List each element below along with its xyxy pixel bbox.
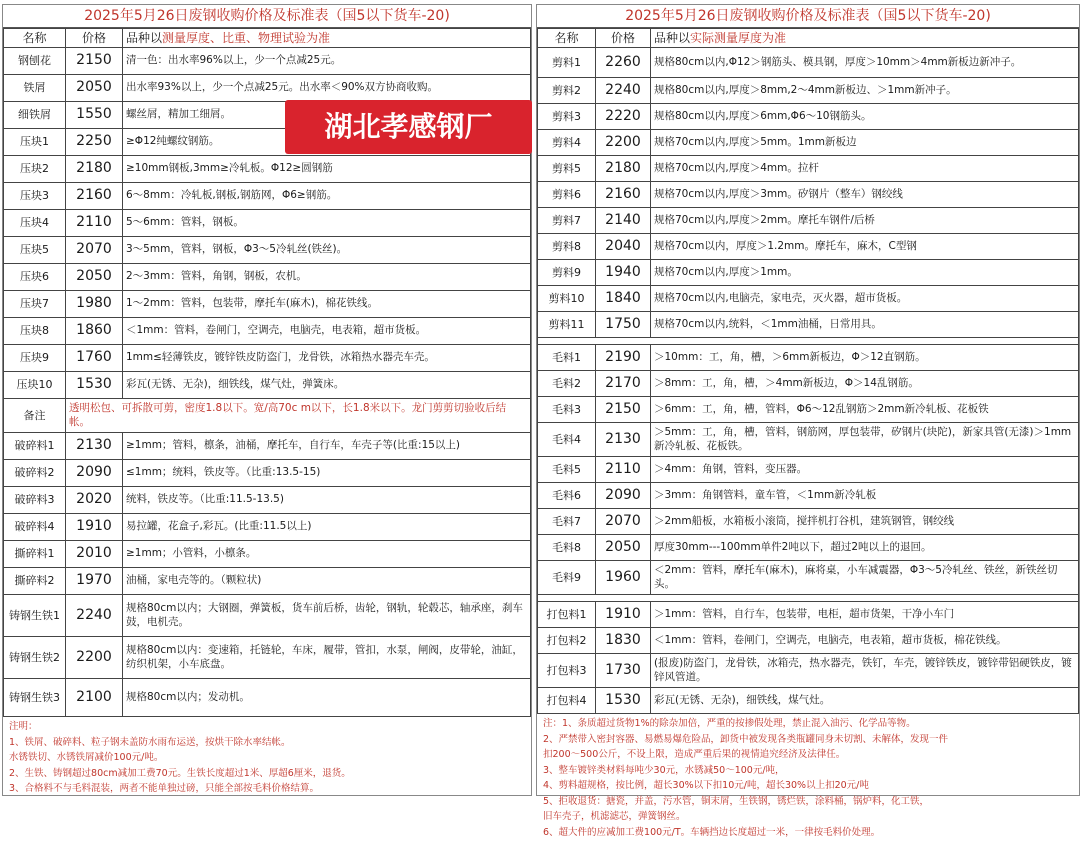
table-row (4, 399, 531, 433)
item-description: ＞5mm：工，角，槽，管料，钢筋网，厚包装带，矽钢片(块陀)，新家具管(无漆)＞1mm新冷轧板、花板铁。 (651, 423, 1079, 457)
table-row (538, 602, 1079, 628)
table-row (538, 182, 1079, 208)
item-name: 剪料3 (538, 104, 596, 130)
item-price: 2220 (596, 104, 651, 130)
footnote-line: 4、剪料超规格，按比例，超长30%以下扣10元/吨，超长30%以上扣20元/吨 (543, 780, 869, 791)
item-price: 2050 (596, 535, 651, 561)
header-desc-standard: 实际测量厚度为准 (690, 30, 787, 45)
item-price: 2200 (66, 637, 123, 679)
item-name: 压块8 (4, 318, 66, 345)
item-description: 6～8mm：冷轧板,钢板,钢筋网，Φ6≥钢筋。 (123, 183, 531, 210)
table-row (538, 423, 1079, 457)
item-description: 规格70cm以内,厚度＞2mm。摩托车钢件/后桥 (651, 208, 1079, 234)
item-name: 打包料4 (538, 688, 596, 714)
table-row (538, 371, 1079, 397)
item-price: 2070 (66, 237, 123, 264)
footnote-line: 5、拒收退货：搪瓷，并盖，污水管，铜末屑，生铁钢，锈烂铁，涂料桶，锅炉料，化工铁， (543, 795, 930, 807)
table-row (538, 457, 1079, 483)
item-name: 剪料1 (538, 48, 596, 78)
item-price: 2100 (66, 679, 123, 717)
sheet-title: 2025年5月26日废钢收购价格及标准表（国5以下货车-20) (3, 5, 531, 28)
item-price: 2260 (596, 48, 651, 78)
table-row (538, 48, 1079, 78)
item-name: 铸钢生铁2 (4, 637, 66, 679)
table-row (538, 483, 1079, 509)
item-name: 毛料3 (538, 397, 596, 423)
item-description: 1mm≤轻薄铁皮，镀锌铁皮防盗门，龙骨铁，冰箱热水器壳车壳。 (123, 345, 531, 372)
watermark-stamp: 湖北孝感钢厂 (285, 100, 532, 154)
table-row (4, 637, 531, 679)
header-description (123, 29, 531, 48)
item-description: 规格80cm以内,厚度＞8mm,2～4mm新板边、＞1mm新冲子。 (651, 78, 1079, 104)
table-row (4, 183, 531, 210)
item-price: 2110 (596, 457, 651, 483)
item-name: 压块1 (4, 129, 66, 156)
item-name: 剪料9 (538, 260, 596, 286)
item-description: ＞1mm：管料，自行车，包装带，电柜，超市货架，干净小车门 (651, 602, 1079, 628)
separator-cell (538, 338, 1079, 345)
item-price: 1840 (596, 286, 651, 312)
item-price: 2240 (66, 595, 123, 637)
item-price: 2160 (596, 182, 651, 208)
table-row (538, 312, 1079, 338)
item-name: 毛料2 (538, 371, 596, 397)
item-price: 1910 (66, 514, 123, 541)
table-row (4, 460, 531, 487)
table-row (4, 433, 531, 460)
item-name: 打包料2 (538, 628, 596, 654)
header-name: 名称 (4, 29, 66, 48)
item-description: 规格80cm以内；发动机。 (123, 679, 531, 717)
item-name: 压块10 (4, 372, 66, 399)
item-price: 2170 (596, 371, 651, 397)
sheet-title: 2025年5月26日废钢收购价格及标准表（国5以下货车-20) (537, 5, 1079, 28)
item-name: 毛料8 (538, 535, 596, 561)
table-row (538, 628, 1079, 654)
item-name: 铸钢生铁3 (4, 679, 66, 717)
item-price: 1730 (596, 654, 651, 688)
item-description: 规格80cm以内,Φ12＞钢筋头、模具钢，厚度＞10mm＞4mm新板边新冲子。 (651, 48, 1079, 78)
item-description: 规格70cm以内,厚度＞4mm。拉杆 (651, 156, 1079, 182)
table-row (538, 397, 1079, 423)
item-price: 2010 (66, 541, 123, 568)
item-name: 压块2 (4, 156, 66, 183)
table-row (4, 595, 531, 637)
item-description: (报废)防盗门，龙骨铁，冰箱壳，热水器壳，铁钉，车壳，镀锌铁皮，镀锌带铝硬铁皮，镀锌风管道。 (651, 654, 1079, 688)
item-description: 规格70cm以内,厚度＞1mm。 (651, 260, 1079, 286)
item-name: 毛料4 (538, 423, 596, 457)
table-row (4, 75, 531, 102)
item-price: 1960 (596, 561, 651, 595)
item-description: 螺丝屑，精加工细屑。 (123, 102, 531, 129)
item-name: 压块3 (4, 183, 66, 210)
table-row (538, 208, 1079, 234)
item-description: 规格70cm以内,厚度＞5mm。1mm新板边 (651, 130, 1079, 156)
table-header-row (538, 29, 1079, 48)
price-table (537, 28, 1079, 714)
item-name: 撕碎料2 (4, 568, 66, 595)
item-description: 规格70cm以内,厚度＞3mm。矽钢片（整车）钢绞线 (651, 182, 1079, 208)
item-name: 压块7 (4, 291, 66, 318)
item-description: 规格80cm以内；大钢圈，弹簧板，货车前后桥，齿轮，钢轨，轮毂芯，轴承座，刹车鼓，电机壳。 (123, 595, 531, 637)
item-name: 压块6 (4, 264, 66, 291)
item-name: 剪料2 (538, 78, 596, 104)
table-row (4, 487, 531, 514)
item-name: 破碎料2 (4, 460, 66, 487)
table-row (538, 286, 1079, 312)
item-name: 铁屑 (4, 75, 66, 102)
item-name: 破碎料4 (4, 514, 66, 541)
item-name: 毛料6 (538, 483, 596, 509)
item-price: 2050 (66, 264, 123, 291)
item-description: 3～5mm，管料，钢板，Φ3～5冷轧丝(铁丝)。 (123, 237, 531, 264)
item-price: 1530 (596, 688, 651, 714)
footnote-line: 2、生铁、铸钢超过80cm减加工费70元。生铁长度超过1米、厚超6厘米，退货。 (9, 767, 351, 779)
item-description: 规格80cm以内,厚度＞6mm,Φ6～10钢筋头。 (651, 104, 1079, 130)
item-name: 毛料5 (538, 457, 596, 483)
item-description: 5～6mm：管料，钢板。 (123, 210, 531, 237)
table-row (4, 679, 531, 717)
price-sheet-right (536, 4, 1080, 838)
item-price: 2070 (596, 509, 651, 535)
item-price: 2110 (66, 210, 123, 237)
item-price: 2050 (66, 75, 123, 102)
table-row (4, 318, 531, 345)
item-description: 统料，铁皮等。（比重:11.5-13.5) (123, 487, 531, 514)
item-name: 压块4 (4, 210, 66, 237)
item-description: ＞4mm：角钢，管料，变压器。 (651, 457, 1079, 483)
table-header-row (4, 29, 531, 48)
header-description (651, 29, 1079, 48)
table-row (4, 48, 531, 75)
item-price: 2090 (596, 483, 651, 509)
item-name: 剪料5 (538, 156, 596, 182)
item-name: 铸钢生铁1 (4, 595, 66, 637)
item-name: 细铁屑 (4, 102, 66, 129)
footnotes (3, 717, 531, 799)
item-name: 剪料6 (538, 182, 596, 208)
item-description: 规格70cm以内,电脑壳，家电壳，灭火器，超市货板。 (651, 286, 1079, 312)
footnote-line: 2、严禁带入密封容器、易燃易爆危险品，卸货中被发现各类瓶罐同身未切割、未解体，发现一件 (543, 733, 949, 745)
table-row (538, 260, 1079, 286)
table-row (4, 541, 531, 568)
section-separator (538, 595, 1079, 602)
item-description: 规格80cm以内：变速箱，托链轮，车床，履带，管扣，水泵，闸阀，皮带轮，油缸，纺织机架，小车底盘。 (123, 637, 531, 679)
item-name: 剪料4 (538, 130, 596, 156)
table-row (538, 654, 1079, 688)
header-desc-prefix: 品种以 (126, 30, 163, 45)
item-description: ＞2mm船板，水箱板小滚筒，搅拌机打谷机，建筑钢管，钢绞线 (651, 509, 1079, 535)
footnote-line: 注：1、条质超过货物1%的除杂加倍，严重的按掺假处理，禁止混入油污、化学品等物。 (543, 718, 916, 729)
item-description: ＞6mm：工，角，槽，管料，Φ6～12乱钢筋＞2mm新冷轧板、花板铁 (651, 397, 1079, 423)
table-row (538, 130, 1079, 156)
footnote-line: 3、合格料不与毛料混装，两者不能单独过磅，只能全部按毛料价格结算。 (9, 783, 320, 794)
item-name: 压块5 (4, 237, 66, 264)
header-desc-standard: 测量厚度、比重、物理试验为准 (162, 30, 331, 45)
separator-cell (538, 595, 1079, 602)
item-price: 2190 (596, 345, 651, 371)
item-name: 毛料7 (538, 509, 596, 535)
item-price: 1940 (596, 260, 651, 286)
header-name: 名称 (538, 29, 596, 48)
item-price: 1830 (596, 628, 651, 654)
section-separator (538, 338, 1079, 345)
item-price: 2150 (596, 397, 651, 423)
item-price: 2020 (66, 487, 123, 514)
table-row (538, 561, 1079, 595)
item-description: 规格70cm以内，厚度＞1.2mm。摩托车，麻木，C型钢 (651, 234, 1079, 260)
footnote-line: 扣200～500公斤，不设上限，造成严重后果的视情追究经济及法律任。 (543, 749, 846, 760)
item-name: 毛料1 (538, 345, 596, 371)
item-price: 2130 (66, 433, 123, 460)
item-description: ≥10mm钢板,3mm≥冷轧板。Φ12≥圆钢筋 (123, 156, 531, 183)
footnote-line: 注明： (9, 721, 38, 732)
table-row (538, 156, 1079, 182)
item-name: 备注 (4, 399, 66, 433)
table-row (538, 535, 1079, 561)
item-description: ＞8mm：工，角，槽，＞4mm新板边，Φ＞14乱钢筋。 (651, 371, 1079, 397)
table-row (4, 156, 531, 183)
item-price: 2150 (66, 48, 123, 75)
table-row (538, 234, 1079, 260)
item-description: 清一色：出水率96%以上，少一个点减25元。 (123, 48, 531, 75)
remark-text: 透明松包、可拆散可剪，密度1.8以下。宽/高70c m以下，长1.8米以下。龙门剪剪切验收后结帐。 (66, 399, 531, 433)
item-price: 1760 (66, 345, 123, 372)
item-price: 2130 (596, 423, 651, 457)
item-name: 剪料11 (538, 312, 596, 338)
item-name: 破碎料1 (4, 433, 66, 460)
item-price: 2240 (596, 78, 651, 104)
footnote-line: 3、整车镀锌类材料每吨少30元，水锈减50～100元/吨， (543, 764, 785, 776)
header-desc-prefix: 品种以 (654, 30, 691, 45)
table-row (4, 372, 531, 399)
table-row (538, 509, 1079, 535)
item-description: 1～2mm：管料，包装带，摩托车(麻木)，棉花铁线。 (123, 291, 531, 318)
item-description: ≥1mm；管料，檩条，油桶，摩托车，自行车，车壳子等(比重:15以上) (123, 433, 531, 460)
item-description: ＞3mm：角钢管料，童车管，＜1mm新冷轧板 (651, 483, 1079, 509)
item-description: 彩瓦(无锈、无杂)，细铁线，煤气灶，弹簧床。 (123, 372, 531, 399)
item-description: 2～3mm：管料，角钢，钢板，农机。 (123, 264, 531, 291)
item-description: 出水率93%以上，少一个点减25元。出水率＜90%双方协商收购。 (123, 75, 531, 102)
item-price: 1530 (66, 372, 123, 399)
item-description: ＜2mm：管料，摩托车(麻木)，麻将桌，小车减震器，Φ3～5冷轧丝、铁丝，新铁丝切头。 (651, 561, 1079, 595)
table-row (4, 345, 531, 372)
footnote-line: 旧车壳子，机滤滤芯，弹簧钢丝。 (543, 811, 686, 822)
item-name: 剪料10 (538, 286, 596, 312)
item-price: 2090 (66, 460, 123, 487)
item-description: ≥Φ12纯螺纹钢筋。 (123, 129, 531, 156)
item-price: 2040 (596, 234, 651, 260)
item-price: 1910 (596, 602, 651, 628)
table-row (538, 688, 1079, 714)
item-price: 1860 (66, 318, 123, 345)
footnote-line: 水锈铁切、水锈铁屑减价100元/吨。 (9, 752, 164, 763)
item-description: ＞10mm：工，角，槽，＞6mm新板边，Φ＞12直钢筋。 (651, 345, 1079, 371)
footnote-line: 6、超大件的应减加工费100元/T。车辆挡边长度超过一米，一律按毛料价处理。 (543, 826, 881, 838)
item-price: 2140 (596, 208, 651, 234)
item-name: 毛料9 (538, 561, 596, 595)
item-description: ＜1mm：管料，卷闸门，空调壳，电脑壳，电表箱，超市货板，棉花铁线。 (651, 628, 1079, 654)
header-price: 价格 (596, 29, 651, 48)
item-description: 易拉罐，花盒子,彩瓦。(比重:11.5以上) (123, 514, 531, 541)
item-price: 2160 (66, 183, 123, 210)
item-price: 2180 (596, 156, 651, 182)
item-name: 剪料7 (538, 208, 596, 234)
footnotes (537, 714, 1079, 842)
item-price: 1750 (596, 312, 651, 338)
item-description: 油桶，家电壳等的。（颗粒状) (123, 568, 531, 595)
table-row (4, 291, 531, 318)
item-name: 撕碎料1 (4, 541, 66, 568)
item-description: ≤1mm；统料，铁皮等。（比重:13.5-15) (123, 460, 531, 487)
header-price: 价格 (66, 29, 123, 48)
item-description: ＜1mm：管料，卷闸门，空调壳，电脑壳，电表箱，超市货板。 (123, 318, 531, 345)
table-row (4, 210, 531, 237)
item-price: 2200 (596, 130, 651, 156)
item-description: 规格70cm以内,统料，＜1mm油桶，日常用具。 (651, 312, 1079, 338)
table-row (538, 78, 1079, 104)
item-price: 1970 (66, 568, 123, 595)
item-name: 打包料3 (538, 654, 596, 688)
item-name: 剪料8 (538, 234, 596, 260)
item-price: 2180 (66, 156, 123, 183)
table-row (538, 345, 1079, 371)
item-price: 1550 (66, 102, 123, 129)
item-description: 厚度30mm---100mm单件2吨以下，超过2吨以上的退回。 (651, 535, 1079, 561)
item-price: 2250 (66, 129, 123, 156)
table-row (4, 568, 531, 595)
item-name: 压块9 (4, 345, 66, 372)
table-row (4, 237, 531, 264)
footnote-line: 1、铁屑、破碎料、粒子钢未盖防水雨布运送，按烘干除水率结帐。 (9, 736, 291, 748)
item-name: 打包料1 (538, 602, 596, 628)
item-price: 1980 (66, 291, 123, 318)
item-name: 钢刨花 (4, 48, 66, 75)
item-description: 彩瓦(无锈、无杂)，细铁线，煤气灶。 (651, 688, 1079, 714)
item-description: ≥1mm；小管料，小檩条。 (123, 541, 531, 568)
item-name: 破碎料3 (4, 487, 66, 514)
table-row (4, 514, 531, 541)
table-row (4, 264, 531, 291)
table-row (538, 104, 1079, 130)
